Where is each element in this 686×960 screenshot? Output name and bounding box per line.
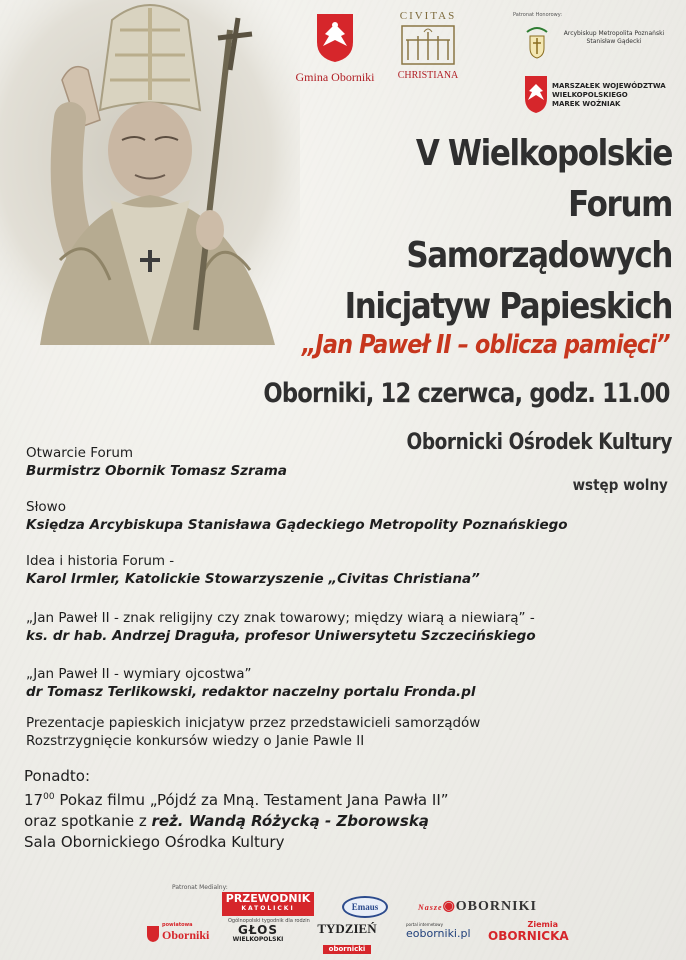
patronat-medialny-label: Patronat Medialny: bbox=[172, 884, 228, 891]
program-label: „Jan Paweł II - znak religijny czy znak towarowy; między wiarą a niewiarą” - bbox=[26, 610, 535, 626]
arcybiskup-logo bbox=[524, 24, 674, 64]
patronat-honorowy-label: Patronat Honorowy: bbox=[513, 12, 563, 18]
glos-wielkopolski-logo bbox=[228, 924, 288, 944]
ziemia-label: Ziemia bbox=[527, 920, 558, 929]
program-label: „Jan Paweł II - wymiary ojcostwa” bbox=[26, 666, 252, 682]
program-speaker: ks. dr hab. Andrzej Draguła, profesor Uniwersytetu Szczecińskiego bbox=[26, 628, 536, 644]
civitas-bottom-label: CHRISTIANA bbox=[397, 70, 459, 81]
event-date: Oborniki, 12 czerwca, godz. 11.00 bbox=[263, 378, 670, 409]
program-item bbox=[26, 498, 568, 534]
wielkopolska-coat-of-arms-icon bbox=[524, 74, 548, 114]
civitas-top-label: CIVITAS bbox=[399, 10, 457, 22]
film-title: Pokaz filmu „Pójdź za Mną. Testament Jana Pawła II” bbox=[54, 791, 449, 809]
civitas-emblem-icon bbox=[398, 22, 458, 66]
title-line-3: Inicjatyw Papieskich bbox=[344, 286, 672, 327]
nasze-oborniki-logo bbox=[418, 898, 537, 915]
marszalek-line-3: MAREK WOŹNIAK bbox=[552, 100, 621, 108]
marszalek-line-2: WIELKOPOLSKIEGO bbox=[552, 91, 628, 99]
emaus-logo: Emaus bbox=[342, 896, 388, 918]
tydzien-sub-label: obornicki bbox=[323, 945, 372, 954]
title-line-1: V Wielkopolskie bbox=[415, 133, 672, 174]
program-speaker: Księdza Arcybiskupa Stanisława Gądeckiego Metropolity Poznańskiego bbox=[26, 517, 568, 533]
program-label: Idea i historia Forum - bbox=[26, 553, 175, 569]
meeting-person: reż. Wandą Różycką - Zborowską bbox=[151, 812, 429, 830]
oborniki-coat-of-arms-icon bbox=[315, 12, 355, 64]
archbishop-coat-of-arms-icon bbox=[524, 24, 550, 60]
program-item bbox=[26, 552, 480, 588]
przewodnik-katolicki-logo bbox=[222, 892, 314, 916]
obornicka-label: OBORNICKA bbox=[488, 929, 569, 943]
program-speaker: Burmistrz Obornik Tomasz Szrama bbox=[26, 463, 287, 479]
gmina-oborniki-logo bbox=[290, 12, 380, 85]
meeting-prefix: oraz spotkanie z bbox=[24, 812, 152, 830]
gmina-label: Gmina Oborniki bbox=[295, 70, 375, 84]
film-screening bbox=[24, 787, 449, 811]
przewodnik-sub-label: KATOLICKI bbox=[241, 905, 295, 912]
glos-label: GŁOS bbox=[238, 923, 278, 937]
glos-sub-label: WIELKOPOLSKI bbox=[232, 936, 284, 943]
marszalek-label bbox=[552, 82, 666, 109]
program-item bbox=[26, 665, 475, 701]
tydzien-obornicki-logo bbox=[312, 922, 382, 955]
arcybiskup-label: Arcybiskup Metropolita Poznański Stanisław Gądecki bbox=[563, 30, 665, 45]
nasze-o-icon: ◉ bbox=[442, 899, 456, 914]
marszalek-logo bbox=[524, 74, 674, 124]
program-speaker: Karol Irmler, Katolickie Stowarzyszenie „Civitas Christiana” bbox=[26, 571, 480, 587]
additional-program bbox=[24, 766, 449, 853]
program-item bbox=[26, 609, 536, 645]
eoborniki-small-label: portal internetowy bbox=[406, 922, 443, 927]
nasze-label: Nasze bbox=[418, 903, 443, 912]
eoborniki-logo bbox=[406, 922, 471, 940]
powiatowa-gazeta-logo bbox=[146, 922, 214, 946]
program-label: Otwarcie Forum bbox=[26, 445, 134, 461]
ziemia-obornicka-logo bbox=[488, 920, 569, 943]
meeting-line bbox=[24, 811, 449, 832]
przewodnik-tagline: Ogólnopolski tygodnik dla rodzin bbox=[228, 918, 310, 924]
extra-line-2: Rozstrzygnięcie konkursów wiedzy o Janie Pawle II bbox=[26, 733, 365, 749]
civitas-christiana-logo bbox=[388, 10, 468, 81]
film-hour: 17 bbox=[24, 791, 44, 809]
program-extra bbox=[26, 714, 480, 750]
program-item bbox=[26, 444, 287, 480]
oborniki-gazeta-label: Oborniki bbox=[162, 928, 210, 942]
powiatowa-label: powiatowa bbox=[162, 922, 193, 928]
entry-info: wstęp wolny bbox=[572, 476, 668, 494]
pope-portrait-image bbox=[0, 0, 300, 345]
forum-theme: „Jan Paweł II – oblicza pamięci” bbox=[302, 330, 670, 360]
extra-line-1: Prezentacje papieskich inicjatyw przez przedstawicieli samorządów bbox=[26, 715, 481, 731]
program-label: Słowo bbox=[26, 499, 66, 515]
forum-title bbox=[302, 128, 672, 332]
title-line-2: Forum Samorządowych bbox=[406, 184, 672, 276]
film-minutes: 00 bbox=[43, 792, 55, 802]
tydzien-label: TYDZIEŃ bbox=[317, 921, 377, 936]
program-speaker: dr Tomasz Terlikowski, redaktor naczelny portalu Fronda.pl bbox=[26, 684, 476, 700]
marszalek-line-1: MARSZAŁEK WOJEWÓDZTWA bbox=[552, 82, 666, 90]
meeting-place: Sala Obornickiego Ośrodka Kultury bbox=[24, 833, 285, 851]
przewodnik-label: PRZEWODNIK bbox=[225, 892, 311, 905]
nasze-oborniki-label: OBORNIKI bbox=[455, 899, 537, 914]
additional-heading: Ponadto: bbox=[24, 767, 91, 785]
event-venue: Obornicki Ośrodek Kultury bbox=[406, 430, 672, 455]
eoborniki-label: eoborniki.pl bbox=[406, 927, 471, 940]
powiat-arms-icon bbox=[146, 925, 160, 943]
